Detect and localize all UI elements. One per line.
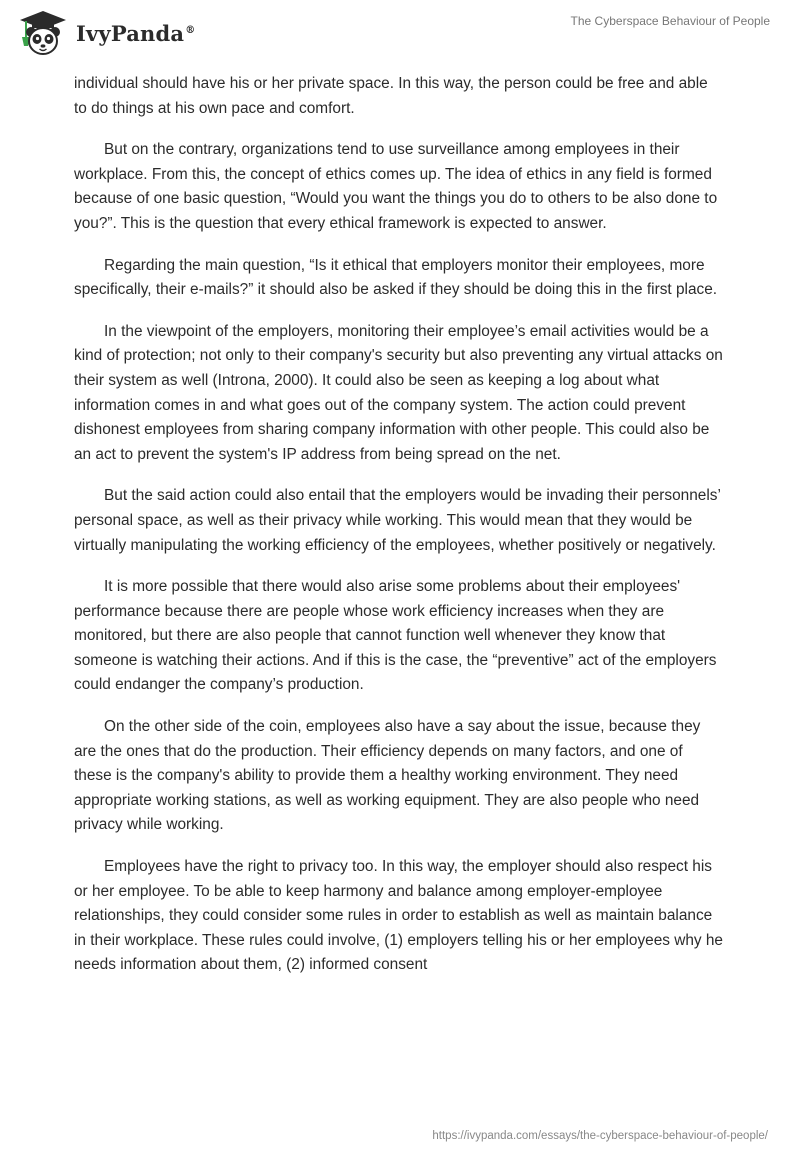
logo-registered-mark: ® <box>185 24 196 36</box>
paragraph: individual should have his or her private space. In this way, the person could be free and able to do things at his own pace and comfort. <box>74 75 708 117</box>
essay-body <box>74 72 724 995</box>
paragraph: In the viewpoint of the employers, monitoring their employee’s email activities would be a kind of protection; not only to their company's security but also preventing any virtual attacks on their system as well (Introna, 2000). It could also be seen as keeping a log about what information comes in and what goes out of the company system. The action could prevent dishonest employees from sharing company information with other people. This could also be an act to prevent the system's IP address from being spread on the net. <box>74 322 723 463</box>
paragraph: It is more possible that there would also arise some problems about their employees' performance because there are people whose work efficiency increases when they are monitored, but there are also people that cannot function well whenever they know that someone is watching their actions. And if this is the case, the “preventive” act of the employers could endanger the company’s production. <box>74 578 717 694</box>
logo-wordmark <box>76 21 195 46</box>
panda-graduate-icon <box>16 8 70 58</box>
ivypanda-logo[interactable] <box>16 8 195 58</box>
source-url[interactable]: https://ivypanda.com/essays/the-cyberspace-behaviour-of-people/ <box>432 1130 768 1142</box>
page-header <box>0 0 800 70</box>
document-title: The Cyberspace Behaviour of People <box>570 14 770 28</box>
paragraph: Employees have the right to privacy too. In this way, the employer should also respect his or her employee. To be able to keep harmony and balance among employer-employee relationships, they could consider some rules in order to establish as well as maintain balance in their workplace. These rules could involve, (1) employers telling his or her employees why he needs information about them, (2) informed consent <box>74 858 723 974</box>
paragraph: Regarding the main question, “Is it ethical that employers monitor their employees, more specifically, their e-mails?” it should also be asked if they should be doing this in the first place. <box>74 256 718 299</box>
paragraph: But on the contrary, organizations tend to use surveillance among employees in their workplace. From this, the concept of ethics comes up. The idea of ethics in any field is formed because of one basic question, “Would you want the things you do to others to be also done to you?”. This is the question that every ethical framework is expected to answer. <box>74 141 718 232</box>
paragraph: On the other side of the coin, employees also have a say about the issue, because they are the ones that do the production. Their efficiency depends on many factors, and one of these is the company's ability to provide them a healthy working environment. They need appropriate working stations, as well as working equipment. They are also people who need privacy while working. <box>74 718 701 834</box>
logo-text: IvyPanda <box>76 20 185 46</box>
paragraph: But the said action could also entail that the employers would be invading their personnels’ personal space, as well as their privacy while working. This would mean that they would be virtually manipulating the working efficiency of the employees, whether positively or negatively. <box>74 487 721 554</box>
